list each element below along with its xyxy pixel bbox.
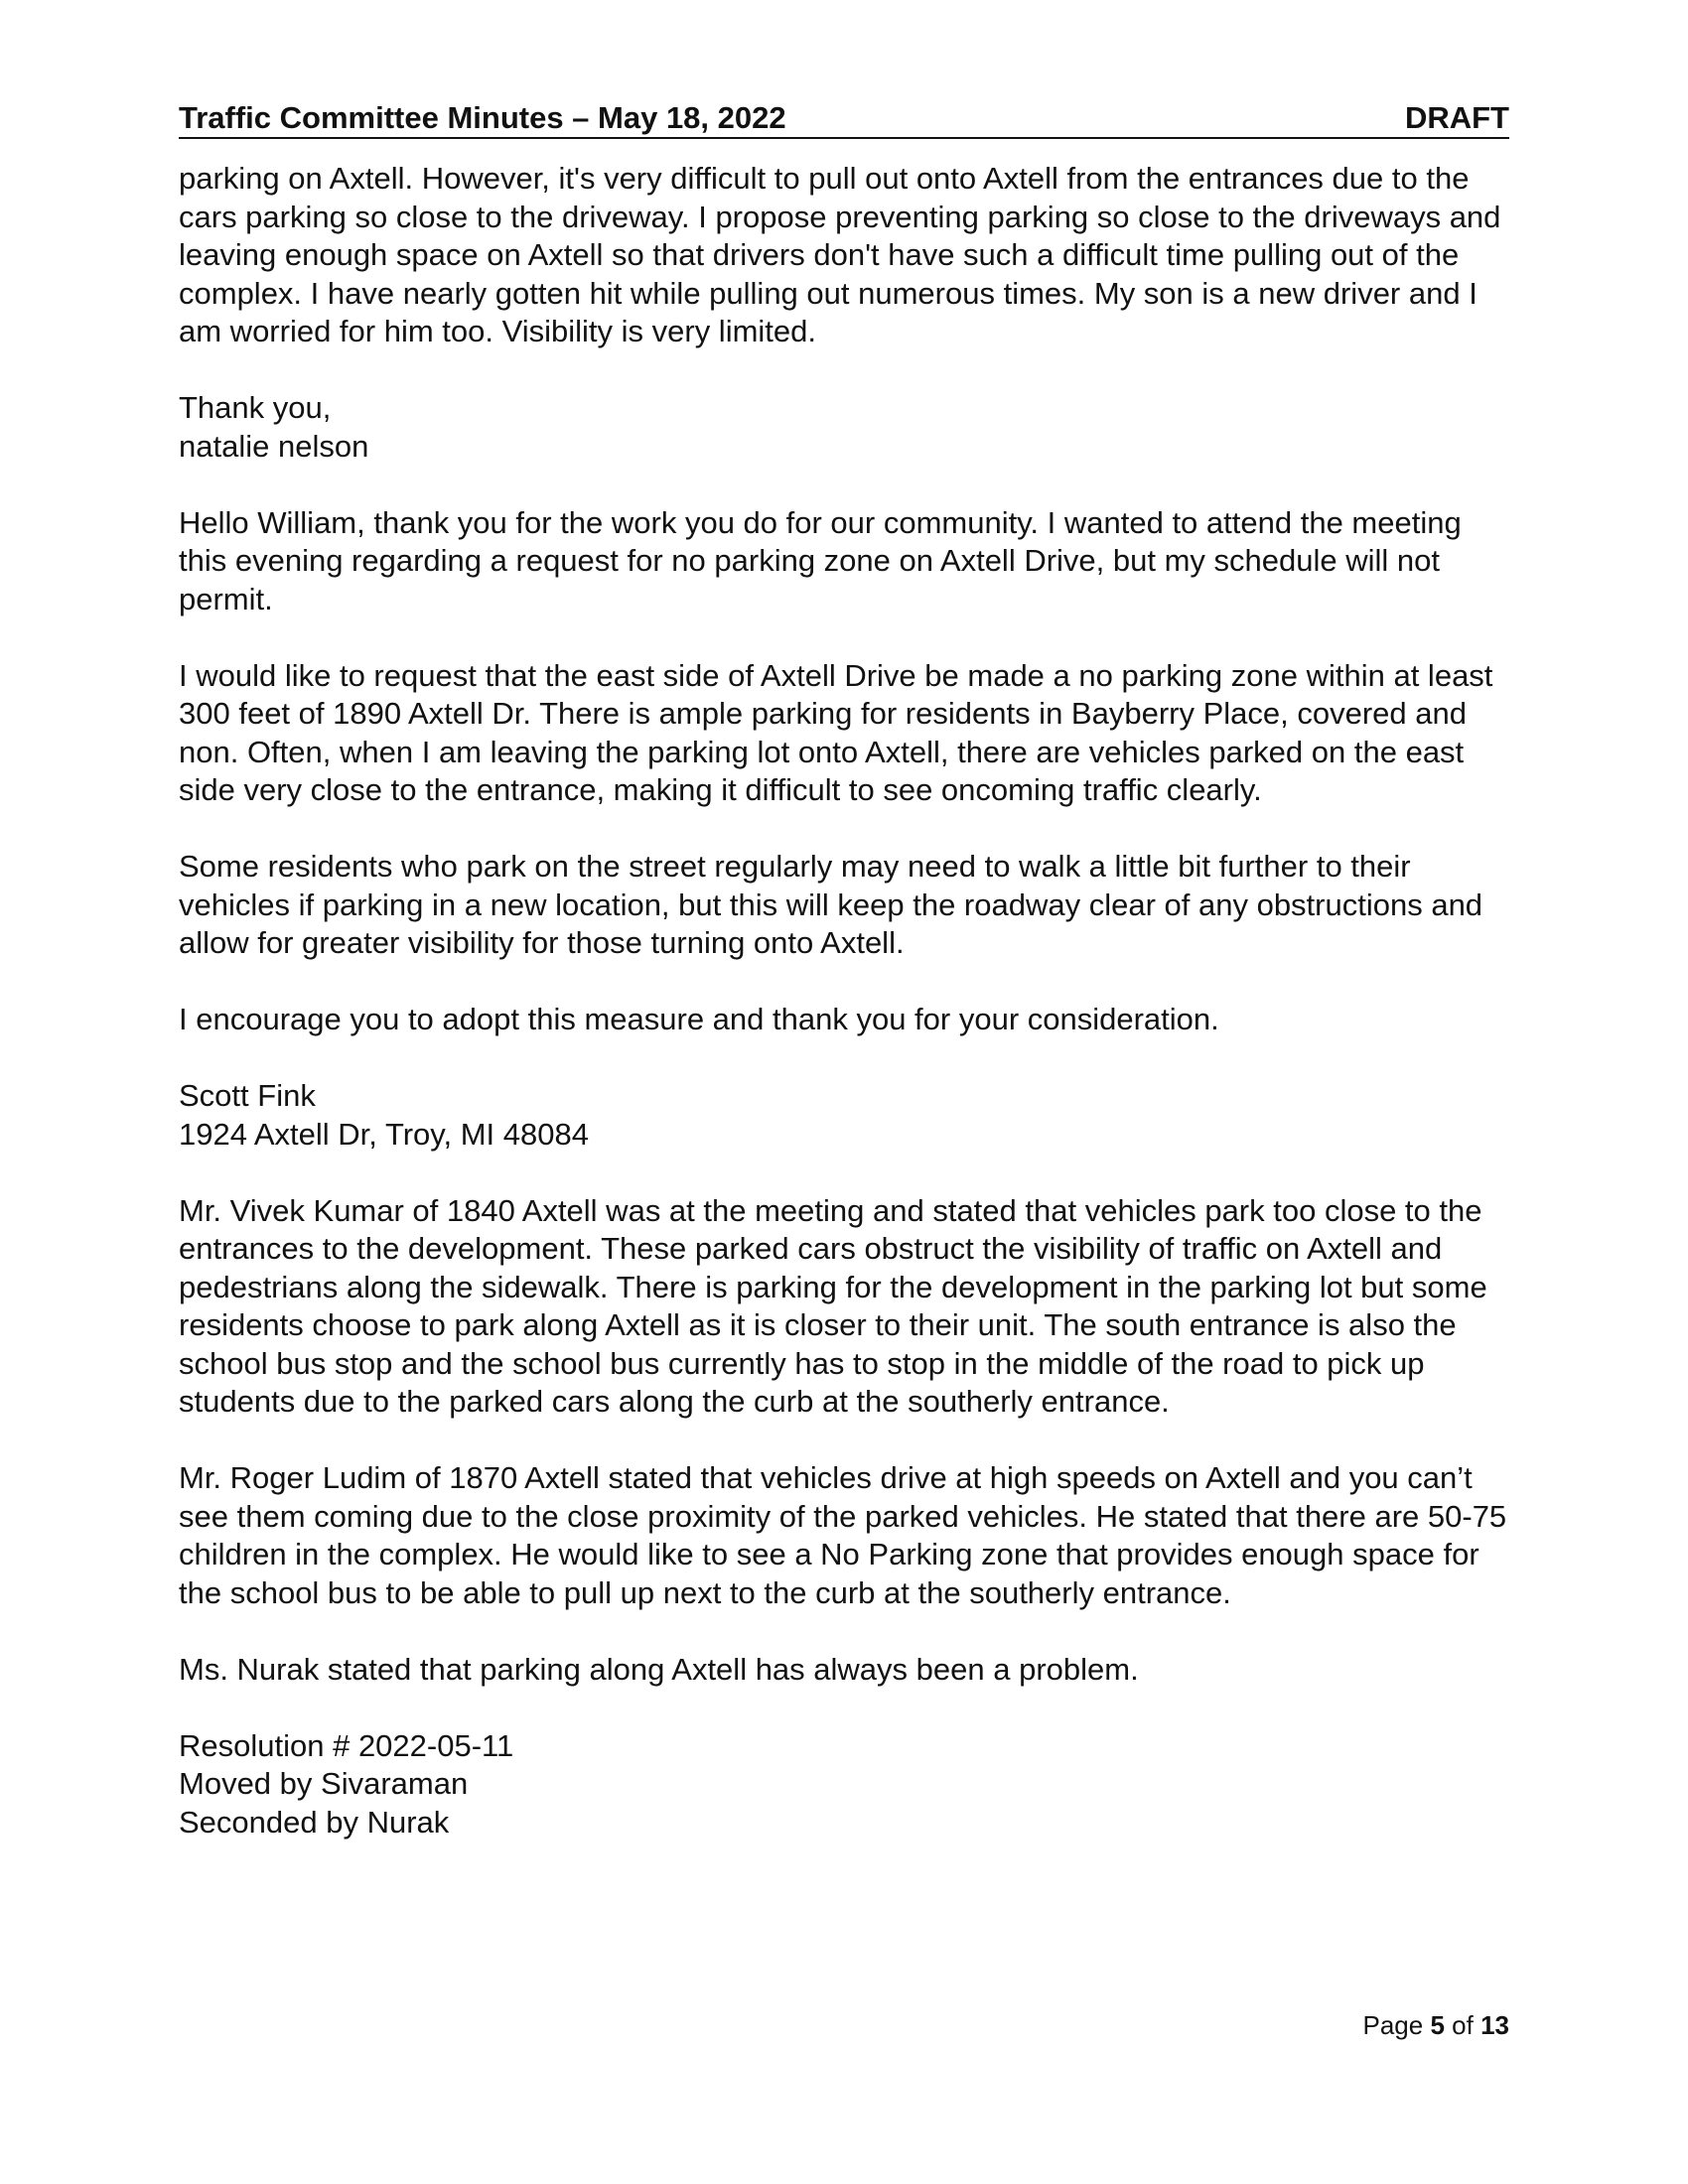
document-body (179, 160, 1514, 1880)
signoff-address: 1924 Axtell Dr, Troy, MI 48084 (179, 1116, 589, 1152)
paragraph-fink-greeting: Hello William, thank you for the work you do for our community. I wanted to attend the meeting this evening regarding a request for no parking zone on Axtell Drive, but my schedule will not permit. (179, 504, 1462, 616)
paragraph-fink-request: I would like to request that the east side of Axtell Drive be made a no parking zone within at least 300 feet of 1890 Axtell Dr. There is ample parking for residents in Bayberry Place, covered and non. Often, when I am leaving the parking lot onto Axtell, there are vehicles parked on the east side very close to the entrance, making it difficult to see oncoming traffic clearly. (179, 657, 1493, 807)
page-label: Page (1362, 2010, 1424, 2040)
signoff-fink (179, 1077, 1514, 1154)
paragraph-fink-closing: I encourage you to adopt this measure and thank you for your consideration. (179, 1002, 1219, 1036)
page-number (1362, 2009, 1509, 2041)
resolution-seconded: Seconded by Nurak (179, 1804, 450, 1840)
page-header (179, 99, 1509, 139)
draft-label: DRAFT (1404, 100, 1509, 135)
paragraph-kumar-statement: Mr. Vivek Kumar of 1840 Axtell was at the meeting and stated that vehicles park too close to the entrances to the development. These parked cars obstruct the visibility of traffic on Axtell and pedestrians along the sidewalk. There is parking for the development in the parking lot but some residents choose to park along Axtell as it is closer to their unit. The south entrance is also the school bus stop and the school bus currently has to stop in the middle of the road to pick up students due to the parked cars along the curb at the southerly entrance. (179, 1192, 1487, 1419)
signoff-name: Scott Fink (179, 1078, 316, 1113)
page-total: 13 (1480, 2010, 1509, 2040)
page-of: of (1452, 2010, 1474, 2040)
page-current: 5 (1430, 2010, 1445, 2040)
paragraph-nurak-statement: Ms. Nurak stated that parking along Axtell has always been a problem. (179, 1651, 1139, 1687)
paragraph-ludim-statement: Mr. Roger Ludim of 1870 Axtell stated that vehicles drive at high speeds on Axtell and you can’t see them coming due to the close proximity of the parked vehicles. He stated that there are 50-75 children in the complex. He would like to see a No Parking zone that provides enough space for the school bus to be able to pull up next to the curb at the southerly entrance. (179, 1460, 1507, 1610)
document-title: Traffic Committee Minutes – May 18, 2022 (179, 100, 786, 135)
resolution-number: Resolution # 2022-05-11 (179, 1727, 514, 1763)
resolution-moved: Moved by Sivaraman (179, 1766, 469, 1801)
signoff-closing: Thank you, (179, 390, 332, 425)
signoff-name: natalie nelson (179, 428, 369, 464)
paragraph-nelson-comment: parking on Axtell. However, it's very difficult to pull out onto Axtell from the entrances due to the cars parking so close to the driveway. I propose preventing parking so close to the driveways and leaving enough space on Axtell so that drivers don't have such a difficult time pulling out of the complex. I have nearly gotten hit while pulling out numerous times. My son is a new driver and I am worried for him too. Visibility is very limited. (179, 161, 1501, 348)
signoff-nelson (179, 389, 1514, 466)
paragraph-fink-residents: Some residents who park on the street regularly may need to walk a little bit further to their vehicles if parking in a new location, but this will keep the roadway clear of any obstructions and allow for greater visibility for those turning onto Axtell. (179, 849, 1483, 960)
resolution-block (179, 1727, 1514, 1843)
